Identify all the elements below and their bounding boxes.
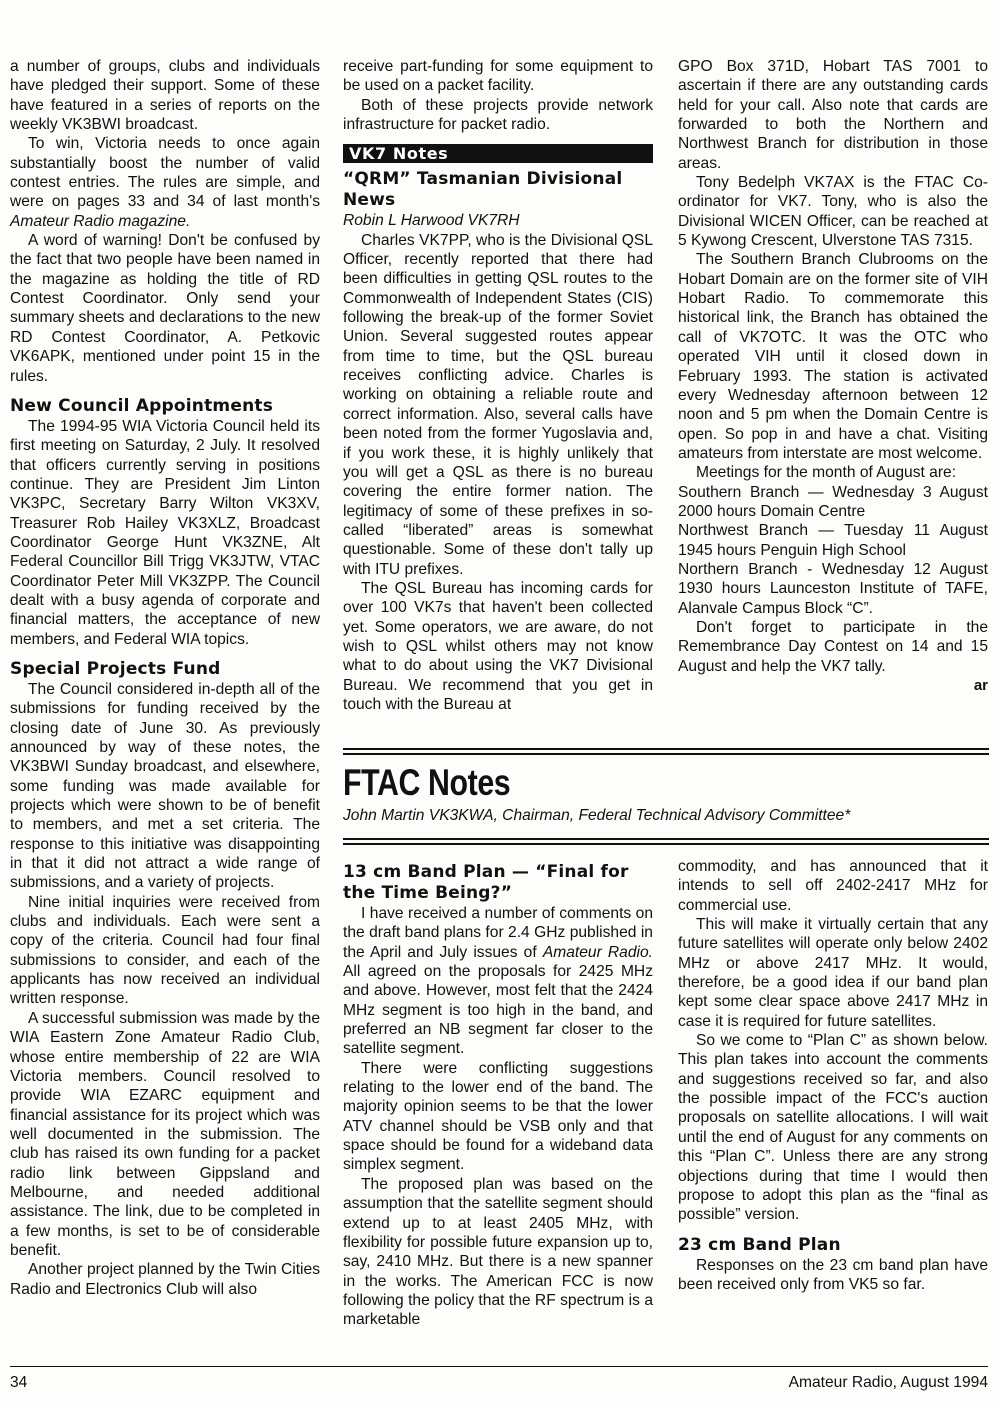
- right-column: [678, 57, 988, 695]
- middle-column: [343, 57, 653, 714]
- article-heading: 23 cm Band Plan: [678, 1234, 841, 1255]
- paragraph: This will make it virtually certain that any future satellites will operate only below 2402 MHz or above 2417 MHz. It would, therefore, be a good idea if our band plan kept some clear space above 2417 MHz in case it is required for future satellites.: [678, 916, 988, 1030]
- footer-rule: [10, 1366, 988, 1367]
- left-column: [10, 57, 320, 1299]
- paragraph: receive part-funding for some equipment to be used on a packet facility.: [343, 58, 653, 95]
- section-heading: New Council Appointments: [10, 395, 274, 416]
- paragraph: Another project planned by the Twin Cities Radio and Electronics Club will also: [10, 1261, 320, 1298]
- section-divider: [343, 753, 989, 755]
- article-heading: 13 cm Band Plan — “Final for the Time Being?”: [343, 862, 629, 903]
- section-heading: Special Projects Fund: [10, 658, 221, 679]
- article-heading: “QRM” Tasmanian Divisional News: [343, 169, 623, 211]
- byline: Robin L Harwood VK7RH: [343, 212, 520, 230]
- meeting-entry: Northwest Branch — Tuesday 11 August 1945 hours Penguin High School: [678, 522, 988, 559]
- page-number: 34: [10, 1374, 28, 1391]
- paragraph: The Council considered in-depth all of the submissions for funding received by the closing date of June 30. As previously announced by way of these notes, the VK3BWI Sunday broadcast, and elsewhere, some funding was made available for projects which were shown to be of benefit to members, and met a set criteria. The response to this initiative was disappointing in that it did not attract a wide range of submissions, and a variety of projects.: [10, 680, 320, 892]
- paragraph: To win, Victoria needs to once again substantially boost the number of valid contest entries. The rules are simple, and were on pages 33 and 34 of last month's Amateur Radio magazine.: [10, 135, 320, 230]
- section-banner: VK7 Notes: [343, 144, 653, 163]
- section-divider: [343, 843, 989, 845]
- paragraph: So we come to “Plan C” as shown below. This plan takes into account the comments and suggestions received so far, and also the possible impact of the FCC's auction proposals on satellite allocations. I will wait until the end of August for any comments on this “Plan C”. Unless there are any strong objections during that time I would then propose to adopt this plan as the “final as possible” version.: [678, 1032, 988, 1224]
- paragraph: The 1994-95 WIA Victoria Council held its first meeting on Saturday, 2 July. It resolved that officers currently serving in positions continue. They are President Jim Linton VK3PC, Secretary Barry Wilton VK3XV, Treasurer Rob Hailey VK3XLZ, Broadcast Coordinator George Hunt VK3ZNE, Alt Federal Councillor Bill Trigg VK3JTW, VTAC Coordinator Peter Mill VK3ZPP. The Council dealt with a busy agenda of corporate and financial matters, the acceptance of new members, and Federal WIA topics.: [10, 417, 320, 648]
- section-divider: [343, 748, 989, 750]
- paragraph: commodity, and has announced that it intends to sell off 2402-2417 MHz for commercial use.: [678, 858, 988, 914]
- paragraph: The proposed plan was based on the assumption that the satellite segment should extend up to at least 2405 MHz, with flexibility for possible future expansion up to, say, 2410 MHz. But there is a new spanner in the works. The American FCC is now following the policy that the RF spectrum is a marketable: [343, 1175, 653, 1329]
- paragraph: Nine initial inquiries were received from clubs and individuals. Each were sent a copy of the criteria. Council had four final submissions to consider, and each of the applicants has now received an individual written response.: [10, 893, 320, 1008]
- meeting-entry: Northern Branch - Wednesday 12 August 1930 hours Launceston Institute of TAFE, Alanvale Campus Block “C”.: [678, 560, 988, 617]
- ftac-column-right: [678, 857, 988, 1294]
- ftac-title: FTAC Notes: [343, 762, 511, 803]
- paragraph: Meetings for the month of August are:: [696, 464, 957, 482]
- end-mark: ar: [973, 677, 988, 694]
- paragraph: I have received a number of comments on the draft band plans for 2.4 GHz published in the April and July issues of Amateur Radio. All agreed on the proposals for 2425 MHz and above. However, most felt that the 2424 MHz segment is too high in the band, and preferred an NB segment far closer to the satellite segment.: [343, 905, 653, 1058]
- section-divider: [343, 838, 989, 840]
- paragraph: The QSL Bureau has incoming cards for over 100 VK7s that haven't been collected yet. Some operators, we are aware, do not wish to QSL whilst others may not know what to do about using the VK7 Divisional Bureau. We recommend that you get in touch with the Bureau at: [343, 579, 653, 713]
- paragraph: Don't forget to participate in the Remembrance Day Contest on 14 and 15 August and help the VK7 tally.: [678, 618, 988, 675]
- paragraph: Charles VK7PP, who is the Divisional QSL Officer, recently reported that there had been difficulties in getting QSL routes to the Commonwealth of Independent States (CIS) following the break-up of the former Soviet Union. Several suggested routes appear from time to time, but the QSL bureau receives conflicting advice. Charles is working on obtaining a reliable route and correct information. Also, several calls have been noted from the former Yugoslavia and, if you work these, it is highly unlikely that you will get a QSL as there is no bureau covering the entire former nation. The legitimacy of some of these prefixes in so-called “liberated” areas is somewhat questionable. Some of these don't tally up with ITU prefixes.: [343, 231, 653, 578]
- meeting-entry: Southern Branch — Wednesday 3 August 2000 hours Domain Centre: [678, 483, 988, 520]
- paragraph: a number of groups, clubs and individuals have pledged their support. Some of these have featured in a series of reports on the weekly VK3BWI broadcast.: [10, 58, 320, 134]
- paragraph: There were conflicting suggestions relating to the lower end of the band. The majority opinion seems to be that the lower ATV channel should be VSB only and that space should be found for a wideband data simplex segment.: [343, 1059, 653, 1174]
- paragraph: GPO Box 371D, Hobart TAS 7001 to ascertain if there are any outstanding cards held for your call. Also note that cards are forwarded to both the Northern and Northwest Branch for distribution in those areas.: [678, 58, 988, 172]
- paragraph: Both of these projects provide network infrastructure for packet radio.: [343, 96, 653, 134]
- paragraph: The Southern Branch Clubrooms on the Hobart Domain are on the former site of VIH Hobart Radio. To commemorate this historical link, the Branch has obtained the call of VK7OTC. It was the OTC who operated VIH until it closed down in February 1993. The station is activated every Wednesday afternoon between 12 noon and 5 pm when the Domain Centre is open. So pop in and have a chat. Visiting amateurs from interstate are most welcome.: [678, 251, 988, 462]
- paragraph: A successful submission was made by the WIA Eastern Zone Amateur Radio Club, whose entire membership of 22 are WIA Victoria members. Council resolved to provide WIA EZARC equipment and financial assistance for its project which was well documented in the submission. The club has raised its own funding for a packet radio link between Gippsland and Melbourne, and needed additional assistance. The link, due to be completed in a few months, is set to be of considerable benefit.: [10, 1009, 320, 1259]
- paragraph: A word of warning! Don't be confused by the fact that two people have been named in the magazine as holding the title of RD Contest Coordinator. Only send your summary sheets and declarations to the new RD Contest Coordinator, A. Petkovic VK6APK, mentioned under point 15 in the rules.: [10, 232, 320, 385]
- ftac-column-left: [343, 862, 653, 1330]
- ftac-subtitle: John Martin VK3KWA, Chairman, Federal Technical Advisory Committee*: [343, 807, 851, 824]
- paragraph: Responses on the 23 cm band plan have been received only from VK5 so far.: [678, 1256, 988, 1293]
- paragraph: Tony Bedelph VK7AX is the FTAC Co-ordinator for VK7. Tony, who is also the Divisional WICEN Officer, can be reached at 5 Kywong Crescent, Ulverstone TAS 7315.: [678, 174, 988, 250]
- publication-info: Amateur Radio, August 1994: [788, 1374, 988, 1391]
